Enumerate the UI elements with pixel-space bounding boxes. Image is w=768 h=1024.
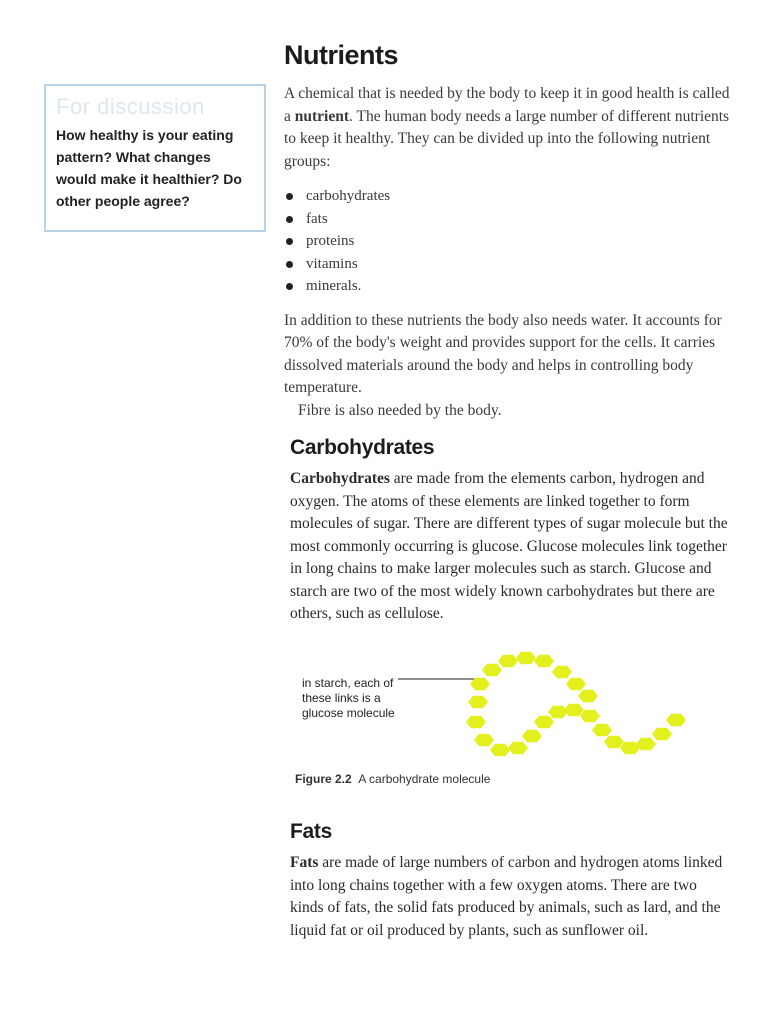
list-item: minerals. [284,275,734,298]
figure-label: Figure 2.2 [295,772,352,786]
carbohydrates-text: are made from the elements carbon, hydrogen and oxygen. The atoms of these elements are linked together to form molecules of sugar. There are different types of sugar molecule but the most commonly occurring is glucose. Glucose molecules link together in long chains to make larger molecules such as starch. Glucose and starch are two of the most widely known carbohydrates but there are others, such as cellulose. [290,470,728,622]
glucose-link [534,655,554,667]
discussion-title: For discussion [56,94,205,119]
glucose-link [516,652,536,664]
list-item: carbohydrates [284,185,734,208]
fats-paragraph [290,852,730,942]
glucose-link [592,724,612,736]
glucose-link [652,728,672,740]
glucose-link [522,730,542,742]
figure-caption [295,772,490,786]
glucose-link [490,744,510,756]
fats-heading: Fats [290,820,332,843]
carbohydrates-section [290,436,734,626]
list-item: proteins [284,230,734,253]
intro-pre: A chemical that is needed by the body to keep it in good health is called a [284,85,730,125]
list-item: fats [284,208,734,231]
discussion-box [44,84,266,232]
glucose-link [482,664,502,676]
glucose-link [564,704,584,716]
glucose-link [578,690,598,702]
nutrient-groups-list [284,185,734,298]
carbohydrates-term: Carbohydrates [290,470,390,487]
fats-text: are made of large numbers of carbon and hydrogen atoms linked into long chains together with a few oxygen atoms. There are two kinds of fats, the solid fats produced by animals, such as lard, and the liquid fat or oil produced by plants, such as sunflower oil. [290,854,723,939]
glucose-link [508,742,528,754]
glucose-link [566,678,586,690]
glucose-link [666,714,686,726]
carbohydrates-paragraph [290,468,734,626]
figure-callout: in starch, each of these links is a glucose molecule [302,676,395,720]
nutrients-intro [284,83,734,173]
glucose-link [470,678,490,690]
nutrients-heading: Nutrients [284,40,399,70]
figure-caption-text: A carbohydrate molecule [358,772,491,786]
intro-post: . The human body needs a large number of different nutrients to keep it healthy. They can be divided up into the following nutrient groups: [284,107,730,170]
glucose-link [552,666,572,678]
fats-term: Fats [290,854,319,871]
list-item: vitamins [284,253,734,276]
main-column [284,40,734,626]
carbohydrates-heading: Carbohydrates [290,436,435,459]
nutrient-term: nutrient [294,107,350,125]
glucose-link [466,716,486,728]
glucose-link [580,710,600,722]
glucose-link [604,736,624,748]
fibre-paragraph: Fibre is also needed by the body. [298,401,502,419]
discussion-question: How healthy is your eating pattern? What changes would make it healthier? Do other people agree? [56,127,242,209]
glucose-link [468,696,488,708]
glucose-chain [466,652,686,756]
glucose-link [474,734,494,746]
glucose-link [548,706,568,718]
glucose-link [498,655,518,667]
water-paragraph: In addition to these nutrients the body also needs water. It accounts for 70% of the body's weight and provides support for the cells. It carries dissolved materials around the body and helps in controlling body temperature. [284,311,722,396]
fats-section [290,820,730,942]
glucose-link [534,716,554,728]
